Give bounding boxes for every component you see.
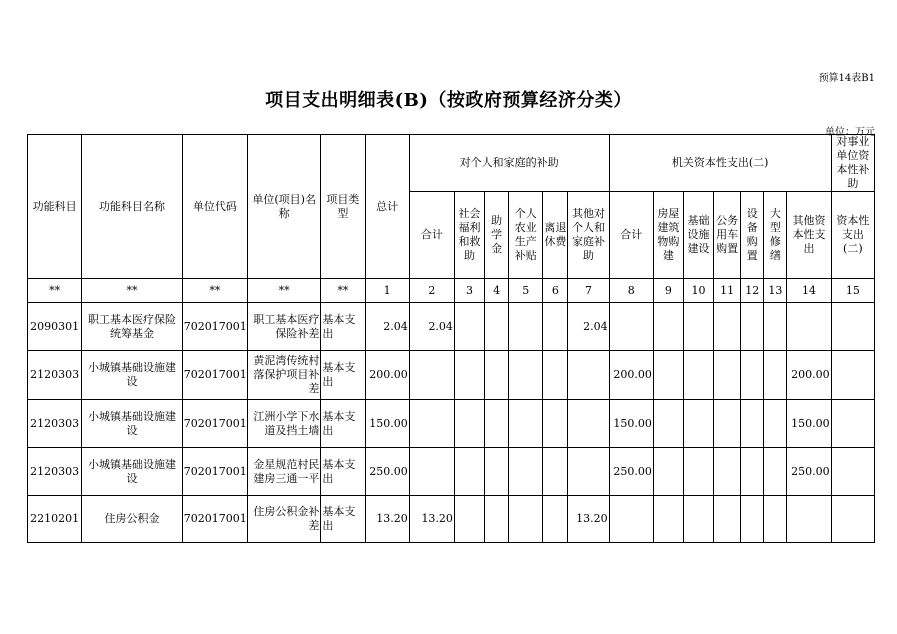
- value-cell: [764, 400, 787, 448]
- value-cell: [741, 496, 764, 543]
- value-cell: [764, 303, 787, 351]
- table-body: [28, 303, 875, 543]
- project-type-cell: 基本支出: [321, 303, 365, 351]
- value-cell: [831, 400, 874, 448]
- value-cell: 250.00: [365, 448, 409, 496]
- func-name-cell: 小城镇基础设施建设: [82, 400, 182, 448]
- unit-code-cell: 702017001: [182, 303, 247, 351]
- value-cell: [653, 303, 683, 351]
- index-cell: 12: [741, 279, 764, 303]
- header-p-total: 合计: [409, 192, 454, 279]
- page-title: 项目支出明细表(B)（按政府预算经济分类）: [265, 90, 632, 111]
- header-project-type: 项目类型: [321, 135, 365, 279]
- project-type-cell: 基本支出: [321, 496, 365, 543]
- value-cell: [609, 496, 653, 543]
- value-cell: [454, 303, 484, 351]
- header-c-building: 房屋建筑物购建: [653, 192, 683, 279]
- header-p-retire: 离退休费: [543, 192, 568, 279]
- value-cell: [509, 303, 543, 351]
- value-cell: [741, 448, 764, 496]
- value-cell: [509, 496, 543, 543]
- header-group-capital: 机关资本性支出(二): [609, 135, 831, 192]
- value-cell: 2.04: [568, 303, 609, 351]
- index-row: [28, 279, 875, 303]
- index-cell: 13: [764, 279, 787, 303]
- value-cell: [409, 448, 454, 496]
- func-code-cell: 2120303: [28, 400, 82, 448]
- project-type-cell: 基本支出: [321, 400, 365, 448]
- value-cell: [764, 496, 787, 543]
- value-cell: [714, 351, 741, 400]
- unit-code-cell: 702017001: [182, 496, 247, 543]
- header-c-other: 其他资本性支出: [787, 192, 831, 279]
- value-cell: [543, 400, 568, 448]
- index-cell: 4: [485, 279, 509, 303]
- index-cell: 10: [683, 279, 713, 303]
- index-cell: 3: [454, 279, 484, 303]
- value-cell: [409, 351, 454, 400]
- value-cell: [653, 400, 683, 448]
- value-cell: [543, 351, 568, 400]
- value-cell: 2.04: [409, 303, 454, 351]
- value-cell: [741, 400, 764, 448]
- value-cell: [683, 351, 713, 400]
- index-cell: 8: [609, 279, 653, 303]
- value-cell: [609, 303, 653, 351]
- unit-code-cell: 702017001: [182, 351, 247, 400]
- value-cell: [653, 496, 683, 543]
- value-cell: [409, 400, 454, 448]
- value-cell: 13.20: [365, 496, 409, 543]
- header-p-other: 其他对个人和家庭补助: [568, 192, 609, 279]
- value-cell: 200.00: [365, 351, 409, 400]
- value-cell: [543, 303, 568, 351]
- value-cell: [787, 303, 831, 351]
- value-cell: [454, 351, 484, 400]
- header-c-total: 合计: [609, 192, 653, 279]
- value-cell: [509, 400, 543, 448]
- header-func-code: 功能科目: [28, 135, 82, 279]
- header-row-1: [28, 135, 875, 192]
- header-func-name: 功能科目名称: [82, 135, 182, 279]
- index-cell: 1: [365, 279, 409, 303]
- value-cell: [485, 400, 509, 448]
- value-cell: [714, 448, 741, 496]
- header-c-repair: 大型修缮: [764, 192, 787, 279]
- index-cell: 6: [543, 279, 568, 303]
- func-code-cell: 2090301: [28, 303, 82, 351]
- value-cell: 250.00: [609, 448, 653, 496]
- value-cell: 13.20: [409, 496, 454, 543]
- value-cell: [543, 448, 568, 496]
- value-cell: [454, 496, 484, 543]
- header-unit-code: 单位代码: [182, 135, 247, 279]
- value-cell: [741, 303, 764, 351]
- value-cell: [509, 351, 543, 400]
- value-cell: [683, 448, 713, 496]
- index-cell: **: [82, 279, 182, 303]
- header-project-name: 单位(项目)名称: [248, 135, 321, 279]
- value-cell: [714, 496, 741, 543]
- value-cell: 150.00: [365, 400, 409, 448]
- header-e-capital: 资本性支出(二): [831, 192, 874, 279]
- value-cell: [485, 448, 509, 496]
- project-type-cell: 基本支出: [321, 448, 365, 496]
- form-code: 预算14表B1: [818, 73, 875, 84]
- value-cell: [485, 303, 509, 351]
- value-cell: [714, 400, 741, 448]
- value-cell: 150.00: [787, 400, 831, 448]
- table-row: [28, 303, 875, 351]
- header-group-enterprise: 对事业单位资本性补助: [831, 135, 874, 192]
- value-cell: [831, 351, 874, 400]
- func-code-cell: 2210201: [28, 496, 82, 543]
- func-name-cell: 小城镇基础设施建设: [82, 351, 182, 400]
- header-c-vehicle: 公务用车购置: [714, 192, 741, 279]
- value-cell: 150.00: [609, 400, 653, 448]
- project-name-cell: 住房公积金补差: [248, 496, 321, 543]
- project-name-cell: 黄泥湾传统村落保护项目补差: [248, 351, 321, 400]
- project-name-cell: 金星规范村民建房三通一平: [248, 448, 321, 496]
- header-total: 总计: [365, 135, 409, 279]
- index-cell: 2: [409, 279, 454, 303]
- func-name-cell: 小城镇基础设施建设: [82, 448, 182, 496]
- value-cell: [764, 351, 787, 400]
- project-name-cell: 职工基本医疗保险补差: [248, 303, 321, 351]
- header-group-personal: 对个人和家庭的补助: [409, 135, 609, 192]
- project-name-cell: 江洲小学下水道及挡土墙: [248, 400, 321, 448]
- header-c-infra: 基础设施建设: [683, 192, 713, 279]
- value-cell: [568, 351, 609, 400]
- func-code-cell: 2120303: [28, 448, 82, 496]
- index-cell: **: [248, 279, 321, 303]
- value-cell: [653, 351, 683, 400]
- header-p-grant: 助学金: [485, 192, 509, 279]
- value-cell: 200.00: [787, 351, 831, 400]
- value-cell: [543, 496, 568, 543]
- value-cell: [454, 448, 484, 496]
- value-cell: [831, 303, 874, 351]
- value-cell: 200.00: [609, 351, 653, 400]
- unit-label: 单位：万元: [825, 127, 875, 138]
- header-c-equip: 设备购置: [741, 192, 764, 279]
- value-cell: [509, 448, 543, 496]
- value-cell: [485, 351, 509, 400]
- project-expense-table: [27, 134, 875, 543]
- value-cell: [741, 351, 764, 400]
- project-type-cell: 基本支出: [321, 351, 365, 400]
- index-cell: 14: [787, 279, 831, 303]
- value-cell: [568, 400, 609, 448]
- value-cell: [683, 400, 713, 448]
- header-p-agri: 个人农业生产补贴: [509, 192, 543, 279]
- index-cell: **: [28, 279, 82, 303]
- index-cell: 5: [509, 279, 543, 303]
- table-row: [28, 448, 875, 496]
- table-row: [28, 400, 875, 448]
- value-cell: 250.00: [787, 448, 831, 496]
- index-cell: 15: [831, 279, 874, 303]
- index-cell: **: [182, 279, 247, 303]
- value-cell: [568, 448, 609, 496]
- index-cell: 11: [714, 279, 741, 303]
- index-cell: 7: [568, 279, 609, 303]
- func-code-cell: 2120303: [28, 351, 82, 400]
- table-row: [28, 496, 875, 543]
- header-p-social: 社会福利和救助: [454, 192, 484, 279]
- table-row: [28, 351, 875, 400]
- value-cell: 2.04: [365, 303, 409, 351]
- value-cell: [714, 303, 741, 351]
- unit-code-cell: 702017001: [182, 448, 247, 496]
- value-cell: [831, 496, 874, 543]
- value-cell: 13.20: [568, 496, 609, 543]
- value-cell: [683, 303, 713, 351]
- func-name-cell: 职工基本医疗保险统筹基金: [82, 303, 182, 351]
- index-cell: **: [321, 279, 365, 303]
- value-cell: [485, 496, 509, 543]
- value-cell: [653, 448, 683, 496]
- value-cell: [831, 448, 874, 496]
- func-name-cell: 住房公积金: [82, 496, 182, 543]
- index-cell: 9: [653, 279, 683, 303]
- value-cell: [764, 448, 787, 496]
- unit-code-cell: 702017001: [182, 400, 247, 448]
- value-cell: [454, 400, 484, 448]
- value-cell: [683, 496, 713, 543]
- value-cell: [787, 496, 831, 543]
